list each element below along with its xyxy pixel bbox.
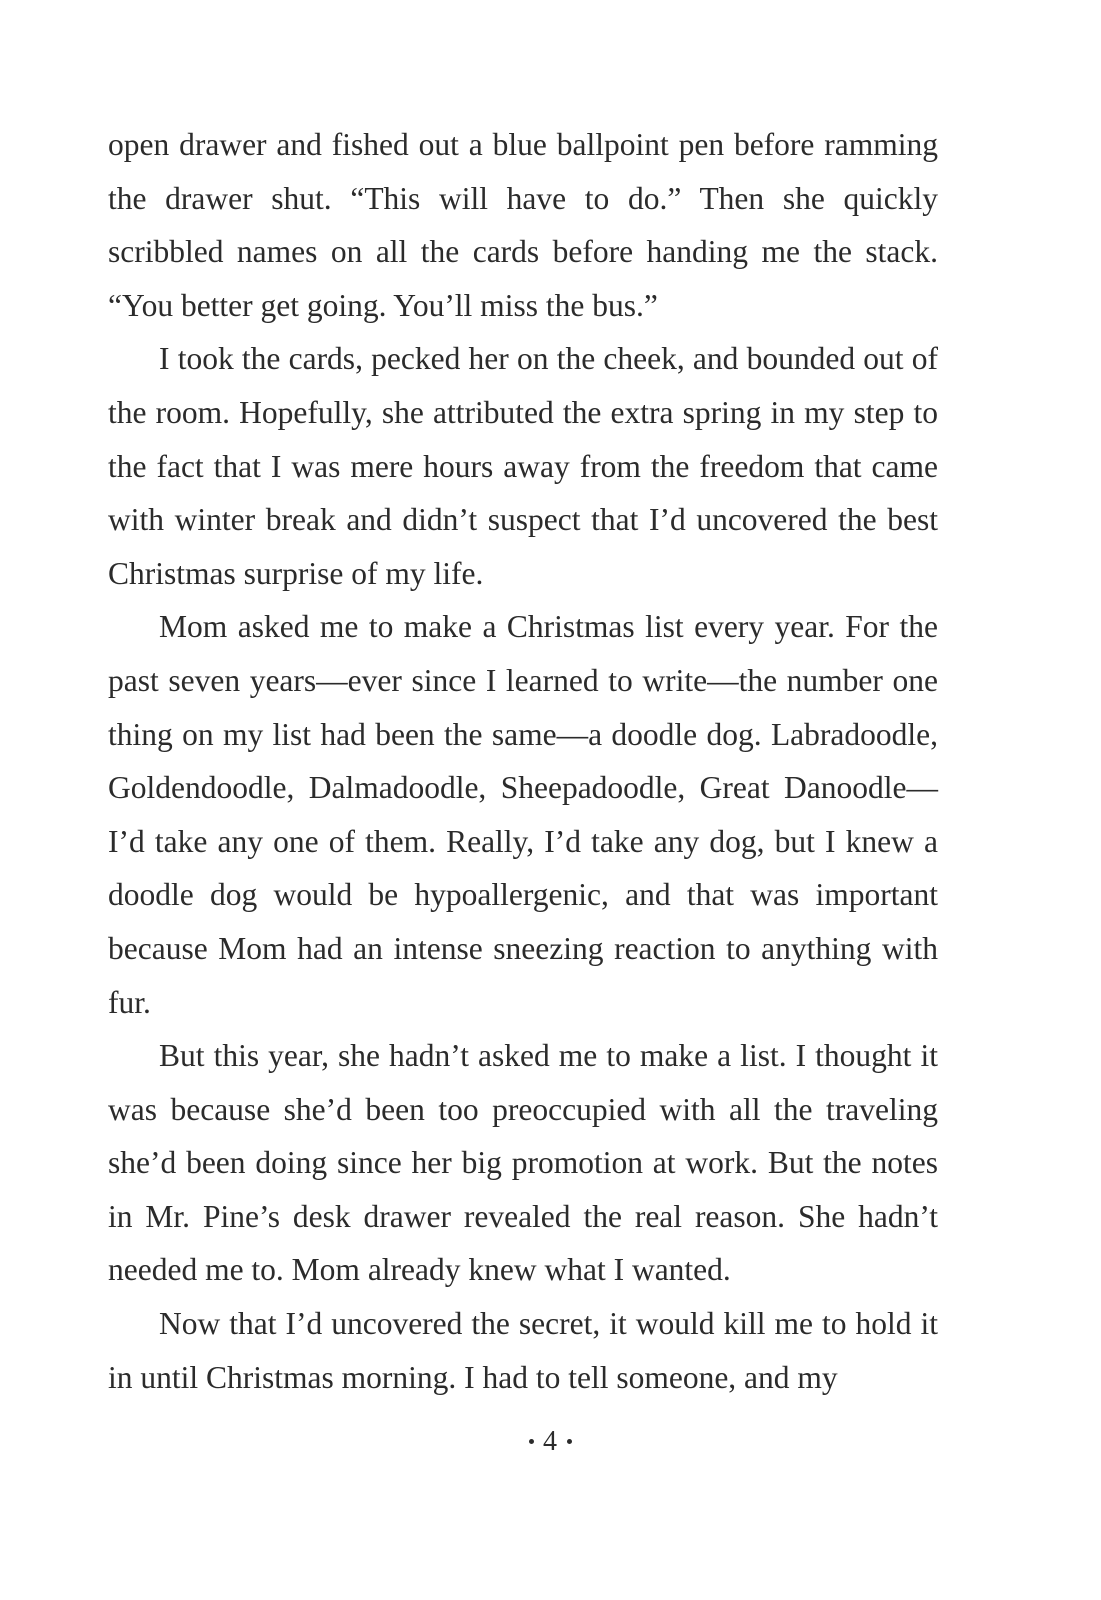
paragraph: But this year, she hadn’t asked me to make a list. I thought it was because she’d been too preoccupied with all the traveling she’d been doing since her big promotion at work. But the notes in Mr. Pine’s desk drawer revealed the real reason. She hadn’t needed me to. Mom already knew what I wanted. bbox=[108, 1038, 938, 1288]
folio-dot-right bbox=[567, 1439, 572, 1444]
folio-dot-left bbox=[529, 1439, 534, 1444]
body-text bbox=[108, 118, 938, 1404]
paragraph-continued: open drawer and fished out a blue ballpoint pen before ramming the drawer shut. “This will have to do.” Then she quickly scribbled names on all the cards before handing me the stack. “You better get going. You’ll miss the bus.” bbox=[108, 127, 938, 323]
page-number-footer bbox=[0, 1426, 1101, 1458]
paragraph: I took the cards, pecked her on the cheek, and bounded out of the room. Hopefully, she attributed the extra spring in my step to the fact that I was mere hours away from the freedom that came with winter break and didn’t suspect that I’d uncovered the best Christmas surprise of my life. bbox=[108, 341, 938, 591]
paragraph: Now that I’d uncovered the secret, it would kill me to hold it in until Christmas morning. I had to tell someone, and my bbox=[108, 1306, 938, 1395]
page-number: 4 bbox=[543, 1426, 558, 1457]
paragraph: Mom asked me to make a Christmas list every year. For the past seven years—ever since I learned to write—the number one thing on my list had been the same—a doodle dog. Labradoodle, Goldendoodle, Dalmadoodle, Sheepadoodle, Great Danoodle—I’d take any one of them. Really, I’d take any dog, but I knew a doodle dog would be hypoallergenic, and that was important because Mom had an intense sneezing reaction to anything with fur. bbox=[108, 609, 938, 1020]
